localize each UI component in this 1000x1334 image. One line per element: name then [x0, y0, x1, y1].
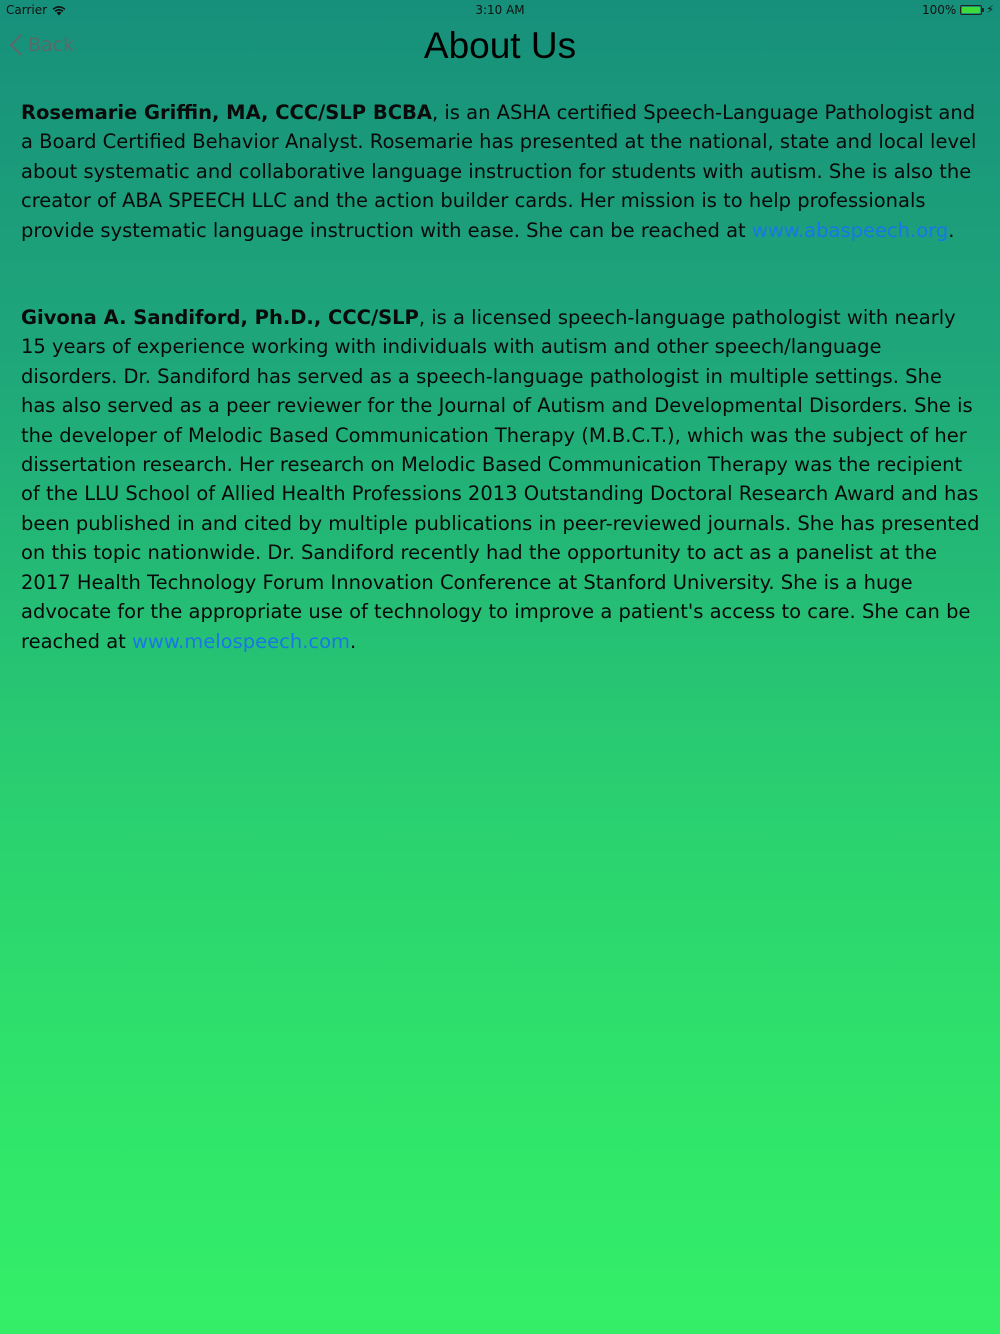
bio-text: , is a licensed speech-language pathologist with nearly 15 years of experience working with individuals with autism and other speech/language disorders. Dr. Sandiford has served as a speech-language pathologist in multiple settings. She has also served as a peer reviewer for the Journal of Autism and Developmental Disorders. She is the developer of Melodic Based Communication Therapy (M.B.C.T.), which was the subject of her dissertation research. Her research on Melodic Based Communication Therapy was the recipient of the LLU School of Allied Health Professions 2013 Outstanding Doctoral Research Award and has been published in and cited by multiple publications in peer-reviewed journals. She has presented on this topic nationwide. Dr. Sandiford recently had the opportunity to act as a panelist at the 2017 Health Technology Forum Innovation Conference at Stanford University. She is a huge advocate for the appropriate use of technology to improve a patient's access to care. She can be reached at [21, 306, 980, 653]
battery-percent: 100% [921, 3, 957, 17]
back-label: Back [28, 34, 75, 56]
bio-name: Rosemarie Griffin, MA, CCC/SLP BCBA [21, 101, 432, 124]
bio-end: . [948, 218, 955, 242]
page-title: About Us [423, 25, 577, 66]
navigation-bar [0, 22, 1000, 72]
status-time: 3:10 AM [475, 3, 525, 17]
bio-name: Givona A. Sandiford, Ph.D., CCC/SLP [21, 306, 419, 330]
battery-fill [962, 7, 980, 13]
bio-end: . [350, 629, 357, 653]
bio-givona-sandiford [21, 303, 981, 656]
website-link-abaspeech[interactable]: www.abaspeech.org [751, 218, 949, 242]
website-link-melospeech[interactable]: www.melospeech.com [131, 629, 351, 653]
bio-rosemarie-griffin [21, 98, 981, 245]
status-right [922, 3, 994, 17]
charging-bolt-icon: ⚡ [986, 3, 994, 16]
battery-icon [960, 5, 982, 15]
carrier-label: Carrier [6, 3, 48, 17]
bio-text: , is an ASHA certified Speech-Language Pathologist and a Board Certified Behavior Analyst. Rosemarie has presented at the national, state and local level about systematic and collaborative language instruction for students with autism. She is also the creator of ABA SPEECH LLC and the action builder cards. Her mission is to help professionals provide systematic language instruction with ease. She can be reached at [21, 101, 977, 242]
status-bar [0, 0, 1000, 22]
about-content [21, 98, 981, 656]
